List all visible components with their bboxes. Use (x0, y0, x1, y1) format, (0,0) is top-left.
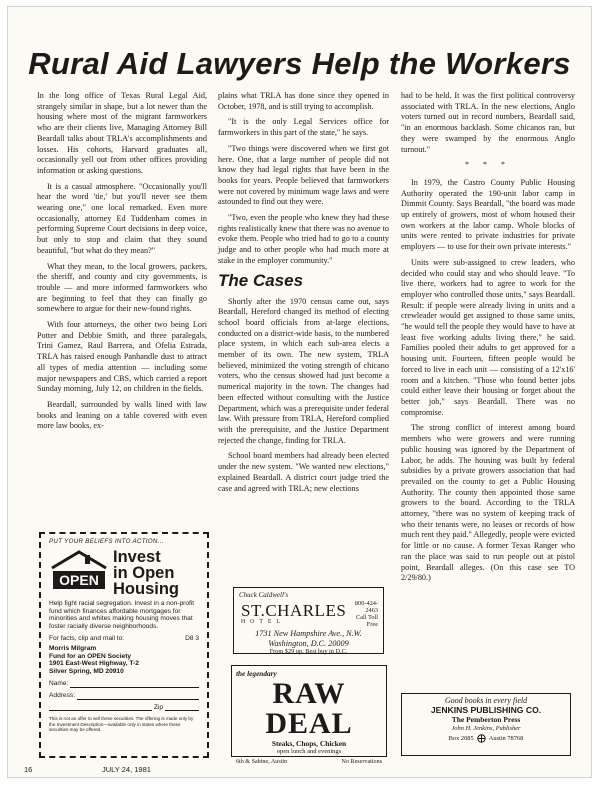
house-label: OPEN (59, 571, 99, 588)
restaurant-menu: Steaks, Chops, Chicken (271, 739, 347, 748)
publisher-name: JENKINS PUBLISHING CO. (430, 705, 542, 716)
ad-title-line: Housing (113, 579, 179, 598)
name-label: Name: (49, 679, 69, 687)
restaurant-reservations: No Reservations (341, 759, 382, 765)
address-field[interactable] (49, 692, 199, 700)
hotel-phone (346, 600, 378, 628)
ad-slogan: Good books in every field (444, 696, 528, 705)
article-paragraph: had to be held. It was the first political controversy associated with TRLA. In the new elections, Anglo voters turned out in record numbers, Beardall said, "in an enormous backlash. Some chicanos ran, but they were swamped by the enormous Anglo turnout." (401, 91, 575, 154)
address-label: Address: (49, 691, 76, 699)
article-paragraph: "Two things were discovered when we first got here. One, that a large number of people did not know they had legal rights that have been in the books for years. People believed that farmworkers were not covered by minimum wage laws and were astounded to find out they were. (218, 143, 389, 207)
article-paragraph: Beardall, surrounded by walls lined with law books and leaning on a table covered with even more law books, ex- (37, 399, 207, 431)
address-line: Silver Spring, MD 20910 (49, 668, 124, 676)
printer-mark-icon (477, 734, 486, 743)
hotel-word: HOTEL (241, 619, 285, 626)
ad-proprietor: Chuck Caldwell's (239, 591, 289, 599)
st-charles-hotel-ad (233, 587, 384, 654)
article-paragraph: plains what TRLA has done since they opened in October, 1978, and is still trying to accomplish. (218, 91, 389, 111)
coupon-note: For facts, clip and mail to: (49, 634, 125, 642)
ad-brand (49, 549, 199, 597)
ad-body: Help fight racial segregation. Invest in a non-profit fund which finances affordable mortgages for minorities and whites making housing moves that foster racially diverse neighborhoods. (49, 599, 195, 631)
article-column-3 (401, 91, 575, 589)
article-column-2 (218, 91, 389, 499)
article-paragraph: What they mean, to the local growers, packers, the sheriff, and county and city governments, is trouble — and more informed farmworkers who are beginning to feel that they can finally go somewhere to argue for their new-found rights. (37, 261, 207, 314)
ad-logo-row (241, 600, 378, 628)
zip-field[interactable] (49, 704, 199, 712)
zip-label: Zip (153, 703, 163, 711)
article-paragraph: Units were sub-assigned to crew leaders, who decided who could stay and who should leave. "To live there, workers had to agree to work for the employer who controlled those units," says Beardall. Result: if people were already living in units and a crewleader would get assigned to those same units, "he would tell the people they would have to have at least five working adults living there," he said. Families pooled their adults to get approved for a housing unit. Fourteen, fifteen people would be forced to live in each unit — consisting of a 12'x16' room and a kitchen. "Those who found better jobs could either leave their housing or forget about the better job," says Beardall. There was no compromise. (401, 257, 575, 417)
section-separator: * * * (465, 160, 511, 170)
publisher-person: John H. Jenkins, Publisher (451, 724, 521, 732)
address-line: Fund for an OPEN Society (49, 652, 132, 660)
toll-free-label: Call Toll Free (355, 614, 378, 629)
address-line: Morris Milgram (49, 644, 97, 652)
ad-title (113, 549, 179, 597)
phone-number: 800-424-2463 (354, 600, 378, 615)
restaurant-location: 6th & Sabine, Austin (236, 759, 288, 765)
hotel-city: Washington, D.C. 20009 (268, 638, 349, 648)
mailing-address (49, 645, 199, 676)
restaurant-name: RAW DEAL (265, 677, 353, 740)
article-paragraph: "It is the only Legal Services office for farmworkers in this part of the state," he says. (218, 117, 389, 138)
name-line[interactable] (70, 680, 199, 688)
address-line: 1901 East-West Highway, T-2 (49, 660, 139, 668)
raw-deal-ad (231, 665, 387, 765)
page-number: 16 (24, 765, 33, 774)
article-headline: Rural Aid Lawyers Help the Workers (28, 46, 571, 81)
ad-title-line: Invest (113, 547, 161, 566)
jenkins-publishing-ad (401, 693, 571, 756)
address-line-blank[interactable] (77, 692, 199, 700)
po-box: Box 2085 (448, 734, 474, 742)
restaurant-hours: open lunch and evenings (276, 748, 342, 755)
coupon-header (49, 635, 199, 643)
name-field[interactable] (49, 680, 199, 688)
issue-date: JULY 24, 1981 (102, 765, 151, 774)
article-paragraph: In 1979, the Castro County Public Housing Authority operated the 190-unit labor camp in Dimmit County. Says Beardall, "the board was made up entirely of growers, most of whom housed their own workers at the labor camp. Whole blocks of units were rented to private industries for private employers — to use for their own private interests." (401, 177, 575, 252)
article-column-1 (37, 91, 207, 437)
section-heading: The Cases (218, 270, 304, 290)
publisher-city: Austin 78768 (488, 734, 524, 742)
article-paragraph: The strong conflict of interest among board members who were growers and were running public housing was ignored by the Department of Labor, he adds. The housing was built by federal subsidies by a private growers association that had prevailed on the county to get a Public Housing Authority. The county then appointed those same growers to the board. According to the TRLA attorney, "there was no system of keeping track of who their tenants were, no leases or records of how much rent they paid." Allegedly, people were evicted for little or no cause. A former Texas Ranger who ran the place was said to run people out at pistol point, Beardall alleges. (On this case see TO 2/29/80.) (401, 423, 575, 583)
hotel-logo: ST.CHARLES (241, 601, 347, 621)
article-paragraph: In the long office of Texas Rural Legal Aid, strangely similar in shape, but a lot newer than the housing where most of the migrant farmworkers who are their clients live, Managing Attorney Bill Beardall talks about TRLA's accomplishments and losses. His cohorts, Harvard graduates all, occasionally yell out from other offices providing information or asking questions. (37, 91, 207, 175)
restaurant-footer (236, 758, 382, 766)
ad-fine-print: This is not an offer to sell these securities. The offering is made only by the Investment Description—available only in states where these securities may be offered. (49, 716, 194, 732)
coupon-code: D8 3 (185, 634, 199, 642)
open-housing-ad (39, 532, 209, 758)
article-paragraph: It is a casual atmosphere. "Occasionally you'll hear the word 'tie,' but you'll never see them wearing one," one local remarked. Even more occasionally, attorney Ed Tuddenham comes in performing Supreme Court decisions in deep voice, but only to stop and claim that they sound beautiful, "but what do they mean?" (37, 181, 207, 255)
article-paragraph: With four attorneys, the other two being Lori Potter and Debbie Smith, and three paralegals, Trini Gamez, Raul Barrera, and Ofelia Estrada, TRLA has raised enough Panhandle dust to attract all types of media attention — including some major newspapers and CBS, which carried a report Sunday morning, July 12, on children in the fields. (37, 320, 207, 394)
publisher-address (406, 734, 566, 743)
article-paragraph: "Two, even the people who knew they had these rights realistically knew that there was no avenue to evoke them. People who tried had to go to a county judge and to other people who had much more at stake in the employer community." (218, 213, 389, 265)
magazine-page (7, 6, 592, 778)
zip-line-blank[interactable] (165, 704, 199, 712)
ad-legend: the legendary (236, 669, 277, 678)
hotel-address: 1731 New Hampshire Ave., N.W. (255, 629, 362, 639)
article-paragraph: School board members had already been elected under the new system. "We wanted new elections," explained Beardall. A district court judge tried the case and agreed with TRLA; new elections (218, 451, 389, 493)
ad-tagline: PUT YOUR BELIEFS INTO ACTION... (49, 538, 164, 545)
city-line-blank[interactable] (49, 704, 152, 712)
hotel-rate: From $29 up. Best buy in D.C. (269, 648, 348, 656)
article-paragraph: Shortly after the 1970 census came out, says Beardall, Hereford changed its method of electing school board officials from at-large elections, conducted on a district-wide basis, to the numbered place system, in which each sub-area elects a member of its own. The new system, TRLA believed, minimized the voting strength of chicano voters, who the census showed had just become a numerical majority in the town. The changes had been effected without consulting with the Justice Department, which was a prerequisite under federal law. With pressure from TRLA, Hereford complied with the prerequisite, and the Justice Department rejected the change, finding for TRLA. (218, 296, 389, 445)
press-name: The Pemberton Press (451, 714, 521, 724)
ad-title-line: in Open (113, 563, 175, 582)
house-icon (49, 549, 109, 591)
